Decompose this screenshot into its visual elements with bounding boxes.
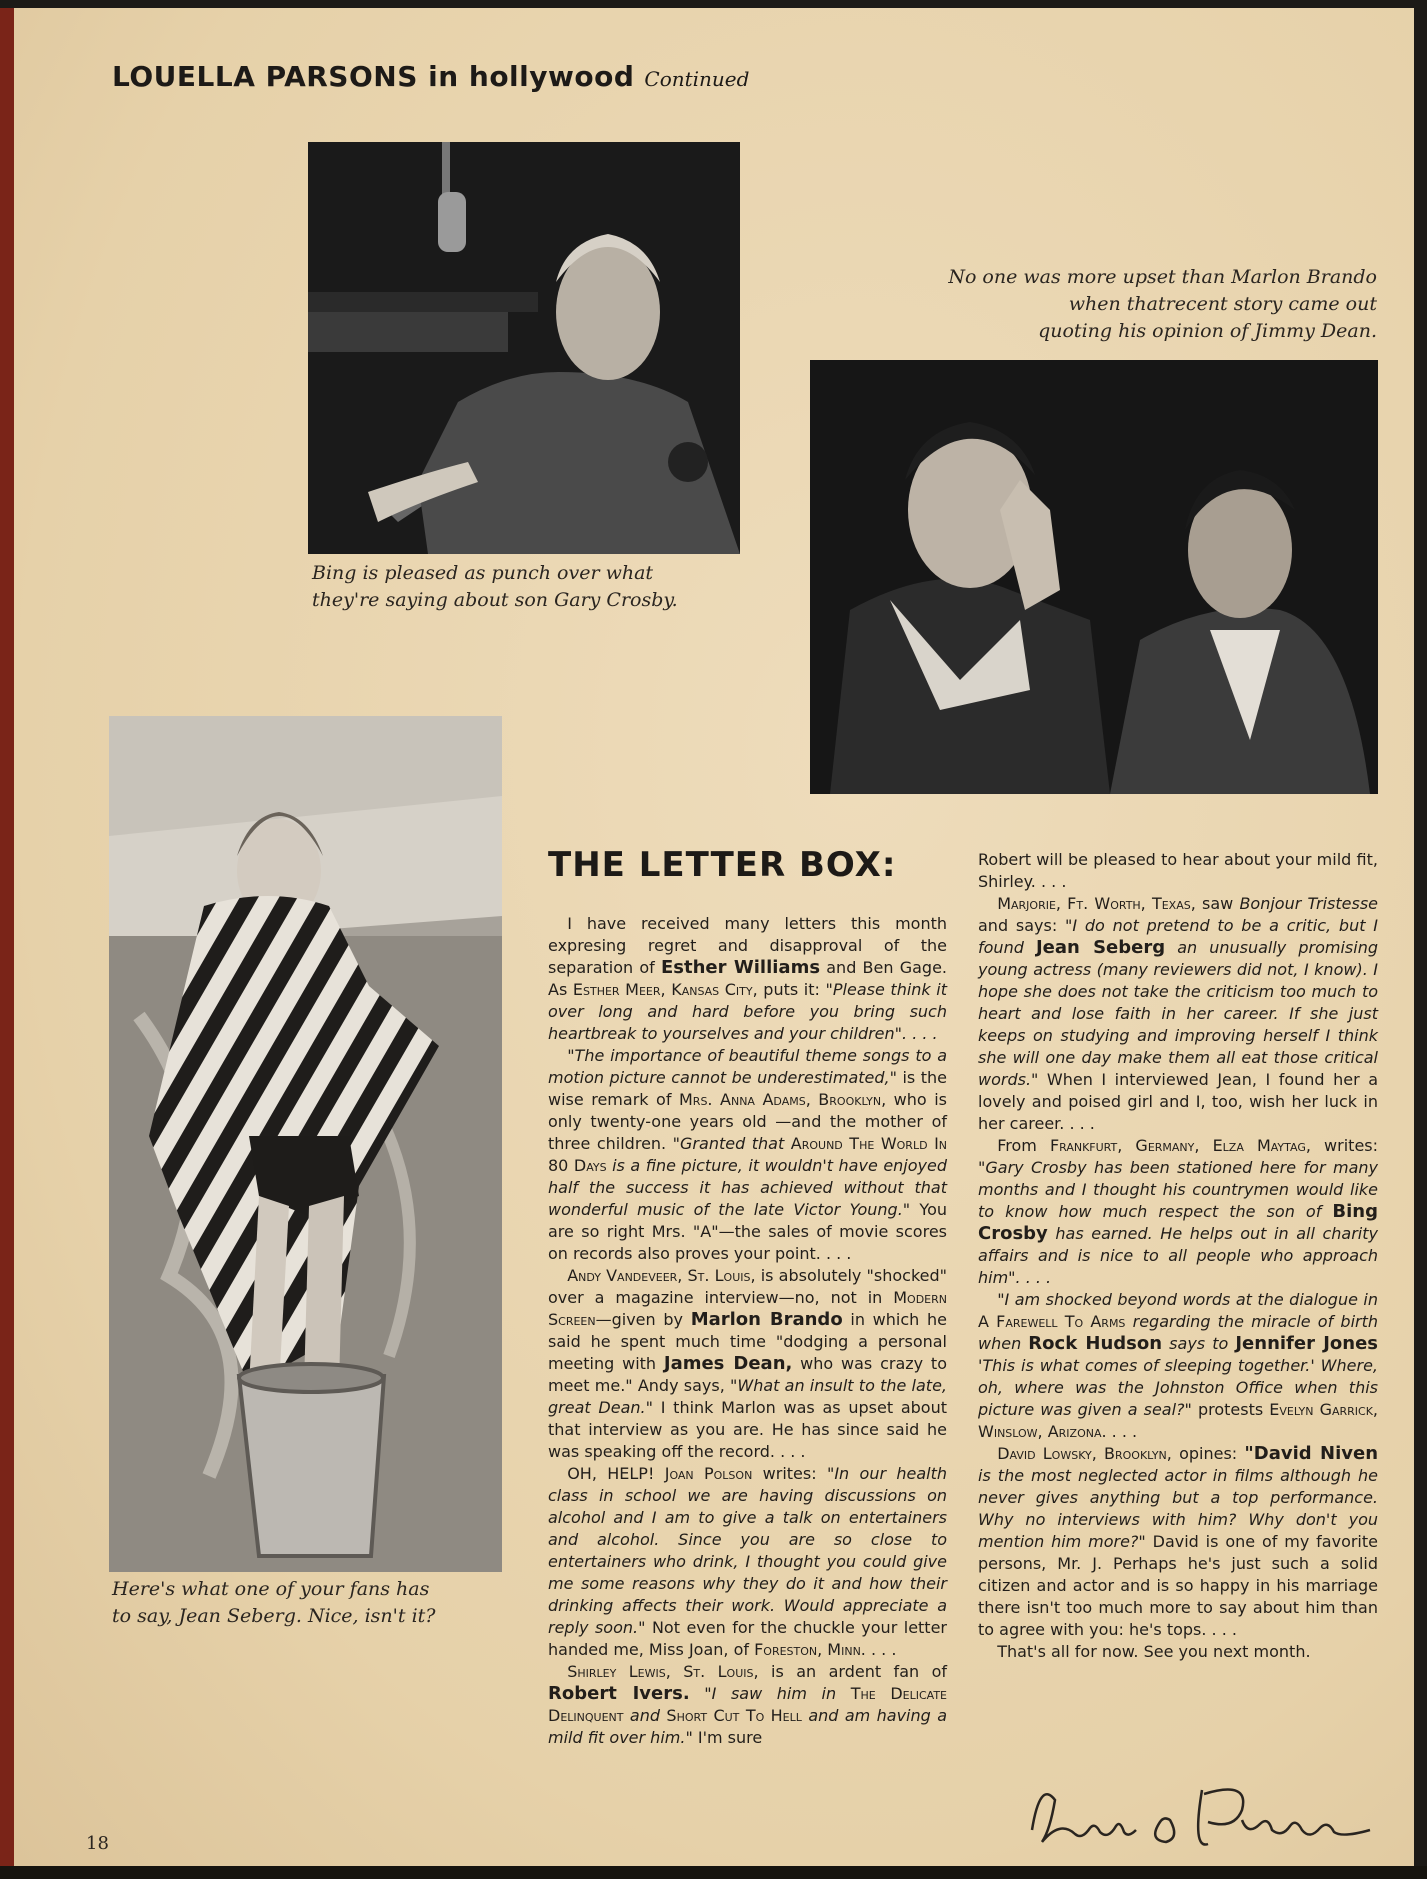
paragraph-marjorie [978,893,1378,1135]
quote: is the most neglected actor in films although he never gives anything but a top performance. Why no interviews with him? Why don't you mention him more?" [978,1466,1378,1551]
film-title: The Delicate Delinquent [548,1684,947,1725]
column-header [112,60,749,93]
name-bold: Robert Ivers. [548,1683,690,1704]
section-title: THE LETTER BOX: [548,845,897,885]
text: —given by [595,1310,691,1329]
text: , writes: [1305,1136,1379,1155]
text: who was crazy to meet me." Andy says, [548,1354,947,1395]
paragraph-evelyn-garrick [978,1289,1378,1443]
quote: "The importance of beautiful theme songs to a motion picture cannot be underestimated," [548,1046,947,1087]
text: When I interviewed Jean, I found her a lovely and poised girl and I, too, wish her luck in her career. . . . [978,1070,1378,1133]
quote: 'This is what comes of sleeping together.' Where, oh, where was the Johnston Office when this picture was given a seal?" [978,1356,1378,1419]
quote: "Please think it over long and hard before you bring such heartbreak to yourselves and your children". . . . [548,980,948,1043]
film-title: A Farewell To Arms [978,1312,1126,1331]
name-bold: Jean Seberg [1035,937,1166,958]
quote: "I do not pretend to be a critic, but I found [978,916,1378,957]
magazine-name: Modern Screen [548,1288,947,1329]
photo-brando-dean [810,360,1378,794]
name-bold: Rock Hudson [1028,1333,1163,1354]
text: , is absolutely "shocked" over a magazine interview—no, not in [548,1266,948,1307]
photo-jean-seberg [109,716,502,1572]
paragraph-theme-songs [548,1045,947,1265]
page-number: 18 [86,1833,109,1854]
film-title: Around The World In 80 Days [548,1134,948,1175]
quote: regarding the miracle of birth when [978,1312,1379,1353]
quote: "Granted that [672,1134,791,1153]
continued-label: Continued [644,67,750,91]
quote: and [623,1706,667,1725]
paragraph-esther-williams [548,913,947,1045]
text: I have received many letters this month expresing regret and disapproval of the separation of [548,914,947,977]
name-bold: Marlon Brando [690,1309,843,1330]
quote: says to [1162,1334,1236,1353]
text: protests [1191,1400,1270,1419]
name-bold: Jennifer Jones [1235,1333,1379,1354]
caption-gary-crosby [312,560,732,614]
caption-line: quoting his opinion of Jimmy Dean. [1038,320,1377,342]
writer-name: Frankfurt, Germany, Elza Maytag [1049,1136,1306,1155]
text: , opines: [1166,1444,1245,1463]
text: and says: [978,916,1066,935]
film-title: Short Cut To Hell [666,1706,802,1725]
signature-louella-parsons [1020,1760,1380,1860]
film-title: Bonjour Tristesse [1239,894,1379,913]
caption-line: No one was more upset than Marlon Brando [948,266,1377,288]
name-bold: Bing Crosby [978,1201,1378,1244]
writer-name: Mrs. Anna Adams, Brooklyn [679,1090,882,1109]
name-bold: James Dean, [663,1353,793,1374]
quote: and am having a mild fit over him." [548,1706,947,1747]
caption-jean-seberg [112,1576,504,1630]
quote: "Gary Crosby has been stationed here for many months and I thought his countrymen would like to know how much respect the son of [978,1158,1378,1221]
name-bold: Esther Williams [661,957,821,978]
text: . . . . [1101,1422,1138,1441]
writer-name: Shirley Lewis, St. Louis [567,1662,754,1681]
letter-column-1 [548,913,947,1749]
text: David is one of my favorite persons, Mr. J. Perhaps he's just such a solid citizen and actor and is so happy in his marriage there isn't too much more to say about him than to agree with you: he's tops. . . . [978,1532,1378,1639]
writer-name: Joan Polson [664,1464,753,1483]
quote: "I saw him in [689,1684,851,1703]
text: You are so right Mrs. "A"—the sales of movie scores on records also proves your point. . . . [548,1200,947,1263]
paragraph-shirley-lewis [548,1661,947,1749]
place-name: Foreston, Minn. [754,1640,866,1659]
caption-line: Here's what one of your fans has [112,1578,430,1600]
text: writes: [752,1464,827,1483]
text: Not even for the chuckle your letter handed me, Miss Joan, of [548,1618,947,1659]
quote: "What an insult to the late, great Dean." [548,1376,948,1417]
caption-brando [840,264,1377,345]
text: . . . [865,1640,897,1659]
paragraph-sign-off: That's all for now. See you next month. [997,1642,1311,1661]
scan-edge [0,1866,1427,1879]
quote: has earned. He helps out in all charity affairs and is nice to all people who approach him". . . . [978,1224,1378,1287]
text: , puts it: [752,980,826,999]
paragraph-joan-polson [548,1463,947,1661]
caption-line: they're saying about son Gary Crosby. [312,589,678,611]
quote: an unusually promising young actress (many reviewers did not, I know). I hope she does not take the criticism too much to heart and lose faith in her career. If she just keeps on studying and improving herself I think she will one day make them all eat those critical words." [978,938,1378,1089]
writer-name: Marjorie, Ft. Worth, Texas [997,894,1191,913]
quote: "I am shocked beyond words at the dialogue in [997,1290,1378,1309]
quote: is a fine picture, it wouldn't have enjoyed half the success it has achieved without that wonderful music of the late Victor Young." [548,1156,948,1219]
text: , who is only twenty-one years old —and the mother of three children. [548,1090,947,1153]
text: I think Marlon was as upset about that interview as you are. He has since said he was speaking off the record. . . . [548,1398,948,1461]
writer-name: David Lowsky, Brooklyn [997,1444,1167,1463]
caption-line: Bing is pleased as punch over what [312,562,654,584]
text: , is an ardent fan of [753,1662,947,1681]
quote: "In our health class in school we are having discussions on alcohol and I am to give a talk on entertainers and alcohol. Since you are so close to entertainers who drink, I thought you could give me some reasons why they do it and how their drinking affects their work. Would appreciate a reply soon." [548,1464,948,1637]
column-title: LOUELLA PARSONS in hollywood [112,60,635,93]
magazine-spine [0,8,14,1868]
writer-name: Esther Meer, Kansas City [572,980,753,999]
caption-line: to say, Jean Seberg. Nice, isn't it? [112,1605,436,1627]
paragraph-brando-dean [548,1265,947,1463]
paragraph-continued: Robert will be pleased to hear about your mild fit, Shirley. . . . [978,850,1378,891]
text: is the wise remark of [548,1068,947,1109]
paragraph-elza-maytag [978,1135,1378,1289]
writer-name: Andy Vandeveer, St. Louis [567,1266,751,1285]
letter-column-2 [978,849,1378,1663]
text: I'm sure [692,1728,763,1747]
text: OH, HELP! [567,1464,665,1483]
photo-gary-crosby [308,142,740,554]
name-bold: "David Niven [1244,1443,1379,1464]
text: and Ben Gage. As [548,958,948,999]
writer-name: Evelyn Garrick, Winslow, Arizona [978,1400,1379,1441]
text: in which he said he spent much time "dodging a personal meeting with [548,1310,947,1373]
text: , saw [1190,894,1240,913]
caption-line: when thatrecent story came out [1068,293,1377,315]
paragraph-david-lowsky [978,1443,1378,1641]
text: From [997,1136,1050,1155]
